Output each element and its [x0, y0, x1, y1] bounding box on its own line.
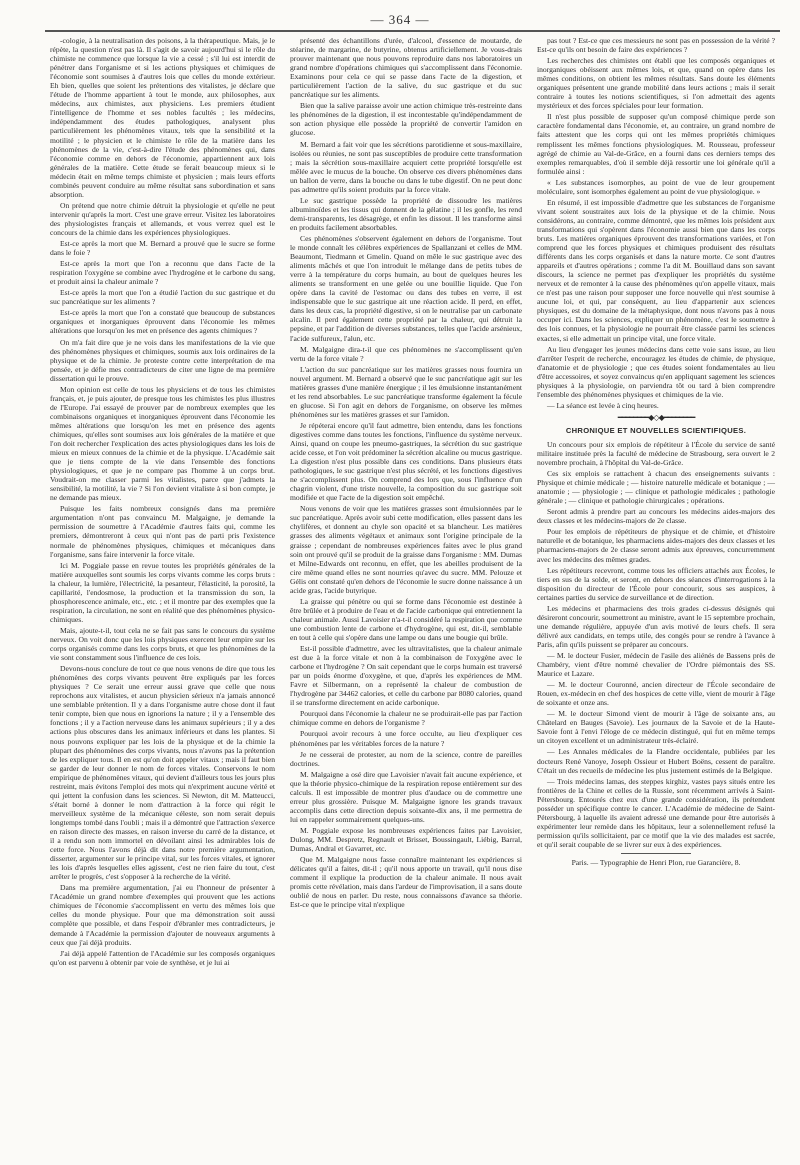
paragraph: En résumé, il est impossible d'admettre que les substances de l'organisme vivant soient soustraites aux lois de la physique et de la chimie. Nous considérons, au contraire, comme démontré, que les mêmes lois président aux transformations qui s'opèrent dans l'économie aussi bien que dans les corps bruts. Les matières organiques éprouvent des transformations variées, et l'on comprend que les forces physiques et chimiques produisent des résultats différents dans les corps organisés et dans la nature morte. Ce sont d'autres appareils et d'autres opérations ; comme l'a dit M. Bouillaud dans son savant discours, la science ne permet pas d'expliquer les propriétés du système nerveux et de remonter à la cause des phénomènes qu'on appelle vitaux, mais ce n'est pas une raison pour supposer une force nouvelle qui n'est soumise à aucune loi, et qui, par conséquent, au lieu d'appartenir aux sciences physiques, est du domaine de la métaphysique, dont nous n'avons pas à nous occuper ici. Dans les sciences, expliquer un phénomène, c'est le soumettre à des lois connues, et la physiologie ne pourrait être classée parmi les sciences exactes, si elle admettait un principe vital, une force vitale.	[537, 197, 775, 343]
paragraph: Nous venons de voir que les matières grasses sont émulsionnées par le suc pancréatique. Après avoir subi cette modification, elles passent dans les chylifères, et donnent au chyle son opacité et sa blancheur. Les matières grasses des aliments végétaux et animaux sont l'origine principale de la graisse ; cependant de nombreuses expériences faites avec le plus grand soin ont prouvé qu'il se produit de la graisse dans l'organisme : MM. Dumas et Milne-Edwards ont reconnu, en effet, que les abeilles produisent de la cire même quand elles ne sont nourries qu'avec du sucre. MM. Pelouze et Gélis ont constaté qu'en dehors de l'économie le sucre donne naissance à un acide gras, l'acide butyrique.	[290, 504, 522, 595]
paragraph: On m'a fait dire que je ne vois dans les manifestations de la vie que des phénomènes physiques et chimiques, soumis aux lois ordinaires de la physique et de la chimie. Je proteste contre cette interprétation de ma pensée, et je défie mes contradicteurs de citer une ligne de ma première dissertation qui le prouve.	[50, 337, 275, 383]
column-left	[50, 36, 275, 969]
paragraph: Il n'est plus possible de supposer qu'un composé chimique perde son caractère fondamental dans l'économie, et, au contraire, un grand nombre de faits attestent que les corps qui ont les mêmes propriétés chimiques remplissent les mêmes fonctions physiologiques. M. Rousseau, professeur agrégé de chimie au Val-de-Grâce, en a fourni dans ces derniers temps des exemples remarquables, d'où il semble déjà ressortir une loi générale qu'il a formulée ainsi :	[537, 112, 775, 176]
paragraph: Les médecins et pharmaciens des trois grades ci-dessus désignés qui désireront concourir, soumettront au ministre, avant le 15 septembre prochain, une demande régulière, appuyée d'un avis motivé de leurs chefs. Il sera délivré aux candidats, en temps utile, des congés pour se rendre à l'avance à Paris, afin qu'ils puissent se préparer au concours.	[537, 603, 775, 649]
paragraph: Ces phénomènes s'observent également en dehors de l'organisme. Tout le monde connaît les célèbres expériences de Spallanzani et celles de MM. Beaumont, Tiedmann et Gmelin. Quand on mêle le suc gastrique avec des aliments mâchés et que l'on introduit le mélange dans de petits tubes de verre à la température du corps humain, au bout de quelques heures les aliments se transforment en une gelée ou une bouillie liquide. Que l'on opère dans la cavité de l'estomac ou dans des tubes en verre, il est indispensable que le suc gastrique ait une réaction acide. Il perd, en effet, dans les deux cas, la propriété digestive, si on le neutralise par un carbonate alcalin. Il perd également cette propriété par la chaleur, qui détruit la pepsine, et par l'addition de diverses substances, telles que l'acide arsénieux, l'acide sulfureux, l'alun, etc.	[290, 233, 522, 343]
paragraph: Je répéterai encore qu'il faut admettre, bien entendu, dans les fonctions digestives comme dans toutes les fonctions, l'influence du système nerveux. Ainsi, quand on coupe les pneumo-gastriques, la sécrétion du suc gastrique acide cesse, et l'on voit prédominer la sécrétion alcaline ou mucus gastrique. La digestion n'est plus possible dans ces conditions. Dans plusieurs états pathologiques, le suc gastrique n'est plus sécrété, et les fonctions digestives ne s'accomplissent plus. On comprend des lors que, sous l'influence d'un chagrin violent, d'une triste nouvelle, la composition du suc gastrique soit modifiée et que l'acte de la digestion soit empêché.	[290, 420, 522, 503]
paragraph: Ces six emplois se rattachent à chacun des enseignements suivants : Physique et chimie médicale ; — histoire naturelle médicale et botanique ; — anatomie ; — physiologie ; — clinique et pathologie médicales ; pathologie générale ; — clinique et pathologie chirurgicales ; opérations.	[537, 469, 775, 506]
paragraph: présenté des échantillons d'urée, d'alcool, d'essence de moutarde, de stéarine, de margarine, de butyrine, obtenus artificiellement. Je vous-drais prouver maintenant que nous pouvons reproduire dans nos laboratoires un grand nombre d'opérations chimiques qui s'accomplissent dans l'économie. Examinons pour cela ce qui se passe dans l'acte de la digestion, et particulièrement l'action de la salive, du suc gastrique et du suc pancréatique sur les aliments.	[290, 36, 522, 100]
paragraph: L'action du suc pancréatique sur les matières grasses nous fournira un nouvel argument. M. Bernard a observé que le suc pancréatique agit sur les matières grasses d'une manière énergique ; il les émulsionne instantanément et les rend absorbables. Le suc pancréatique transforme également la fécule en glucose. Si l'on agit en dehors de l'organisme, on observe les mêmes phénomènes sur les matières grasses et sur l'amidon.	[290, 364, 522, 419]
paragraph: Les recherches des chimistes ont établi que les composés organiques et inorganiques obéissent aux mêmes lois, et que, quand on opère dans les mêmes conditions, on obtient les mêmes résultats. Sans doute les éléments organiques présentent une grande mobilité dans leurs actions ; mais il serait contraire à toutes les notions scientifiques, si l'on admettait des agents mystérieux et des forces spéciales pour leur formation.	[537, 56, 775, 111]
paragraph: pas tout ? Est-ce que ces messieurs ne sont pas en possession de la vérité ? Est-ce qu'ils ont besoin de faire des expériences ?	[537, 36, 775, 55]
closing-rule	[621, 853, 691, 854]
paragraph: Est-ce après la mort que M. Bernard a prouvé que le sucre se forme dans le foie ?	[50, 239, 275, 258]
paragraph: Est-ce après la mort que l'on a étudié l'action du suc gastrique et du suc pancréatique sur les aliments ?	[50, 288, 275, 307]
paragraph: Pourquoi dans l'économie la chaleur ne se produirait-elle pas par l'action chimique comme en dehors de l'organisme ?	[290, 709, 522, 728]
paragraph: M. Malgaigne dira-t-il que ces phénomènes ne s'accomplissent qu'en vertu de la force vitale ?	[290, 344, 522, 363]
paragraph: Est-ce après la mort que l'on a constaté que beaucoup de substances organiques et inorganiques éprouvent dans l'économie les mêmes altérations que lorsqu'on les met en présence des agents chimiques ?	[50, 308, 275, 336]
printer-imprint: Paris. — Typographie de Henri Plon, rue Garancière, 8.	[571, 857, 741, 867]
paragraph: M. Bernard a fait voir que les sécrétions parotidienne et sous-maxillaire, isolées ou réunies, ne sont pas susceptibles de produire cette transformation ; mais la sécrétion sous-maxillaire acquiert cette propriété lorsqu'elle est mêlée avec le mucus de la bouche. On observe ces divers phénomènes dans un ballon de verre, dans la bouche ou dans le tube digestif. On ne peut donc pas admettre qu'ils soient produits par la force vitale.	[290, 139, 522, 194]
paragraph: Je ne cesserai de protester, au nom de la science, contre de pareilles doctrines.	[290, 749, 522, 768]
page-number: — 364 —	[370, 12, 430, 27]
paragraph: Un concours pour six emplois de répétiteur à l'École du service de santé militaire instituée près la faculté de médecine de Strasbourg, sera ouvert le 2 novembre prochain, à l'hôpital du Val-de-Grâce.	[537, 439, 775, 468]
paragraph: Le suc gastrique possède la propriété de dissoudre les matières albuminoïdes et les tissus qui donnent de la gélatine ; il les gonfle, les rend demi-transparents, les désagrège, et enfin les dissout. Il les transforme ainsi en produits facilement absorbables.	[290, 195, 522, 232]
paragraph: — M. le docteur Fusier, médecin de l'asile des aliénés de Bassens près de Chambéry, vient d'être nommé chevalier de l'Ordre piémontais des SS. Maurice et Lazare.	[537, 651, 775, 679]
column-right	[537, 36, 775, 867]
paragraph: — Les Annales médicales de la Flandre occidentale, publiées par les docteurs René Vanoye, Joseph Ossieur et Hubert Boëns, cessent de paraître. C'était un des recueils de médecine les plus justement estimés de la Belgique.	[537, 747, 775, 775]
paragraph: Les répétiteurs recevront, comme tous les officiers attachés aux Écoles, le tiers en sus de la solde, et seront, en dehors des séances d'interrogations à la disposition du directeur de l'École pour concourir, sous ses auspices, à certaines parties du service de surveillance et de direction.	[537, 565, 775, 602]
paragraph: Que M. Malgaigne nous fasse connaître maintenant les expériences si délicates qu'il a faites, dit-il ; qu'il nous apporte un travail, qu'il nous dise comment il explique la production de la chaleur animale. Il nous avait promis cette révélation, mais dans l'ardeur de l'improvisation, il a sans doute oublié de nous en parler. Du reste, nous connaissons d'avance sa théorie. Est-ce que le principe vital n'explique	[290, 855, 522, 910]
section-ornament: ━━━━━━━━◆◇◆━━━━━━━━	[617, 412, 695, 422]
paragraph: M. Poggiale expose les nombreuses expériences faites par Lavoisier, Dulong, MM. Despretz, Regnault et Brisset, Boussingault, Liébig, Barral, Dumas, Andral et Gavarret, etc.	[290, 825, 522, 854]
paragraph: — Trois médecins lamas, des steppes kirghiz, vastes pays situés entre les frontières de la Chine et celles de la Russie, sont récemment arrivés à Saint-Pétersbourg. Entourés chez eux d'une grande considération, ils prétendent posséder un spécifique contre le cancer. L'Académie de médecine de Saint-Pétersbourg, à laquelle ils avaient adressé une demande pour être autorisés à expérimenter leur remède dans les hôpitaux, leur a solennellement refusé la permission qu'ils sollicitaient, par ce motif que la vie des malades est sacrée, et qu'il serait coupable de se livrer sur eux à des expériences.	[537, 776, 775, 849]
column-right-top	[537, 36, 775, 410]
paragraph: Est-ce après la mort que l'on a reconnu que dans l'acte de la respiration l'oxygène se combine avec l'hydrogène et le carbone du sang, et produit ainsi la chaleur animale ?	[50, 259, 275, 287]
paragraph: Dans ma première argumentation, j'ai eu l'honneur de présenter à l'Académie un grand nombre d'exemples qui prouvent que les actions chimiques de l'économie s'accomplissent en vertu des mêmes lois que celles du monde physique. Pour que ma démonstration soit aussi complète que possible, et dans l'espoir d'ébranler mes contradicteurs, je demande à l'Académie la permission d'ajouter de nouveaux arguments à ceux que j'ai déjà produits.	[50, 883, 275, 947]
paragraph: Devons-nous conclure de tout ce que nous venons de dire que tous les phénomènes des corps vivants peuvent être expliqués par les forces physiques ? Ce serait une erreur aussi grave que celle que nous reprochons aux vitalistes, et aucun physicien sérieux n'a jamais annoncé une semblable prétention. Il y a dans l'organisme autre chose dont il faut tenir compte, bien que nous en ignorions la nature ; il y a l'ensemble des fonctions ; il y a l'action nerveuse dans les animaux supérieurs ; il y a des actions plus obscures dans les animaux inférieurs et dans les plantes. Si nous pouvons expliquer par les lois de la physique et de la chimie la plupart des phénomènes des corps vivants, nous n'avons pas la prétention de les expliquer tous. Il en est qu'on doit appeler vitaux ; mais il faut bien se garder de leur donner le nom de forces vitales. Conservons le nom empirique de phénomènes vitaux, qui devient d'ailleurs tous les jours plus restreint, mais évitons l'emploi des mots qui n'expriment aucune vérité et qui jettent la confusion dans les sciences. Si Newton, dit M. Matteucci, s'était borné à donner le nom d'attraction à la force qui régit le merveilleux système de la mécanique céleste, son nom serait depuis longtemps tombé dans l'oubli ; mais il a démontré que l'attraction s'exerce en raison directe des masses, en raison inverse du carré de la distance, et il a rendu son nom immortel en dévoilant ainsi les admirables lois de cette force. Nous l'avons déjà dit dans notre première argumentation, disserter, argumenter sur le principe vital, sur les forces vitales, et ignorer les lois d'après lesquelles elles agissent, c'est ne rien faire du tout, c'est arrêter le progrès, c'est s'opposer à la recherche de la vérité.	[50, 664, 275, 882]
paragraph: On prétend que notre chimie détruit la physiologie et qu'elle ne peut intervenir qu'après la mort. C'est une grave erreur. Visitez les laboratoires des physiologistes français et allemands, et vous verrez quel est le concours de la chimie dans les expériences physiologiques.	[50, 200, 275, 237]
paragraph: Mon opinion est celle de tous les physiciens et de tous les chimistes français, et, je puis ajouter, de presque tous les chimistes les plus illustres de l'Europe. J'ai essayé de prouver par de nombreux exemples que les combinaisons organiques et inorganiques éprouvent dans l'économie les mêmes altérations que lorsqu'on les met en présence des agents chimiques, qu'elles sont soumises aux lois générales de la matière et que l'on doit rechercher l'explication des actes physiologiques dans les lois de mieux en mieux connues de la chimie et de la physique. L'Académie sait que je tiens compte de la vie dans l'ensemble des fonctions physiologiques, et que je ne compare pas l'homme à un corps brut. Voudrait-on me classer parmi les vitalistes, parce que j'admets la sensibilité, la motilité, la vie ? Si l'on devient vitaliste à si bon compte, je ne demande pas mieux.	[50, 384, 275, 503]
paragraph: Au lieu d'engager les jeunes médecins dans cette voie sans issue, au lieu d'arrêter l'esprit de recherche, encouragez les études de chimie, de physique, d'anatomie et de physiologie ; que ces études soient fondamentales au lieu d'être accessoires, et soyez convaincus qu'en appliquant sagement les sciences physiques à la physiologie, on parviendra tôt ou tard à bien comprendre l'ensemble des phénomènes physiques et chimiques de la vie.	[537, 344, 775, 399]
paragraph: Seront admis à prendre part au concours les médecins aides-majors des deux classes et les médecins-majors de 2e classe.	[537, 507, 775, 526]
paragraph: J'ai déjà appelé l'attention de l'Académie sur les composés organiques qu'on est parvenu à obtenir par voie de synthèse, et je lui ai	[50, 948, 275, 967]
paragraph: — M. le docteur Simond vient de mourir à l'âge de soixante ans, au Châtelard en Bauges (Savoie). Les journaux de la Savoie et de la Haute-Savoie font à l'envi l'éloge de ce médecin distingué, qui fut en même temps un citoyen excellent et un administrateur très-éclairé.	[537, 709, 775, 746]
paragraph: Puisque les faits nombreux consignés dans ma première argumentation n'ont pas convaincu M. Malgaigne, je demande la permission de soumettre à l'Académie d'autres faits qui, comme les premiers, démontreront à ceux qui n'ont pas de parti pris l'existence normale de phénomènes physiques, chimiques et mécaniques dans l'organisme, sans faire intervenir la force vitale.	[50, 504, 275, 559]
paragraph: Ici M. Poggiale passe en revue toutes les propriétés générales de la matière auxquelles sont soumis les corps vivants comme les corps bruts : la chaleur, la lumière, l'électricité, la pesanteur, l'élasticité, la porosité, la capillarité, l'endosmose, la production et la transmission du son, la phosphorescence animale, etc., etc. ; et il montre par des exemples que la respiration, la circulation, ne sont en réalité que des phénomènes physico-chimiques.	[50, 560, 275, 624]
paragraph: La graisse qui pénètre ou qui se forme dans l'économie est destinée à être brûlée et à produire de l'eau et de l'acide carbonique qui entretiennent la chaleur animale. Aussi Lavoisier n'a-t-il considéré la respiration que comme une combustion lente de carbone et d'hydrogène, qui est, dit-il, semblable en tout à celle qui s'opère dans une lampe ou dans une bougie qui brûle.	[290, 596, 522, 642]
paragraph: « Les substances isomorphes, au point de vue de leur groupement moléculaire, sont isomorphes également au point de vue physiologique. »	[537, 177, 775, 196]
paragraph: Pourquoi avoir recours à une force occulte, au lieu d'expliquer ces phénomènes par les véritables forces de la nature ?	[290, 729, 522, 748]
paragraph: Mais, ajoute-t-il, tout cela ne se fait pas sans le concours du système nerveux. On voit donc que les lois physiques exercent leur empire sur les corps organisés comme dans les corps bruts, et que les phénomènes de la vie sont constamment sous l'influence de ces lois.	[50, 625, 275, 663]
paragraph: Est-il possible d'admettre, avec les ultravitalistes, que la chaleur animale est due à la force vitale et non à la combinaison de l'oxygène avec le carbone et l'hydrogène ? On sait cependant que le corps humain est traversé par un poids énorme d'oxygène, et que, d'après les expériences de MM. Favre et Silbermann, on a représenté la chaleur de combustion de l'hydrogène par 34462 calories, et celle du carbone par 8080 calories, quand il se transforme directement en acide carbonique.	[290, 644, 522, 708]
paragraph: M. Malgaigne a osé dire que Lavoisier n'avait fait aucune expérience, et que la théorie physico-chimique de la respiration repose entièrement sur des calculs. Il est impossible de montrer plus d'audace ou de commettre une erreur plus grossière. Puisque M. Malgaigne ignore les grands travaux accomplis dans cette direction depuis soixante-dix ans, il me permettra de lui en rappeler sommairement quelques-uns.	[290, 769, 522, 824]
header-rule	[45, 30, 780, 32]
paragraph: — M. le docteur Couronné, ancien directeur de l'École secondaire de Rouen, ex-médecin en chef des hospices de cette ville, vient de mourir à l'âge de soixante et onze ans.	[537, 680, 775, 708]
column-right-bottom	[537, 440, 775, 849]
paragraph: — La séance est levée à cinq heures.	[547, 400, 659, 410]
paragraph: Pour les emplois de répétiteurs de physique et de chimie, et d'histoire naturelle et de botanique, les pharmaciens aides-majors des deux classes et les pharmaciens-majors de 2e classe seront admis aux épreuves, concurremment avec les médecins des mêmes grades.	[537, 527, 775, 564]
paragraph: Bien que la salive paraisse avoir une action chimique très-restreinte dans les phénomènes de la digestion, il est incontestable qu'indépendamment de son action physique elle possède la propriété de convertir l'amidon en glucose.	[290, 101, 522, 138]
paragraph: -cologie, à la neutralisation des poisons, à la thérapeutique. Mais, je le répète, la question n'est pas là. Il s'agit de savoir aujourd'hui si le rôle du chimiste ne commence que lorsque la vie a cessé ; s'il lui est interdit de pénétrer dans l'organisme et si les actions physiques et chimiques de l'économie sont soumises à d'autres lois que celles du monde extérieur. Eh bien, quelles que soient les prétentions des vitalistes, je déclare que l'étude de l'homme appartient à tout le monde, aux philosophes, aux médecins, aux chimistes, aux physiciens. Les premiers étudient l'intelligence de l'homme et ses nobles facultés ; les médecins, indépendamment des études pathologiques, analysent plus particulièrement les phénomènes vitaux, tels que la sensibilité et la motilité ; le physicien et le chimiste le rôle de la matière dans les phénomènes de la vie, c'est-à-dire l'étude des phénomènes qui, dans l'économie comme en dehors de l'économie, appartiennent aux lois générales de la matière. Cette étude se ferait beaucoup mieux si le médecin était en même temps chimiste et physicien ; mais leurs efforts combinés peuvent conduire au même résultat sans subordination et sans absorption.	[50, 36, 275, 199]
section-title: CHRONIQUE ET NOUVELLES SCIENTIFIQUES.	[565, 425, 747, 435]
column-middle	[290, 36, 522, 911]
